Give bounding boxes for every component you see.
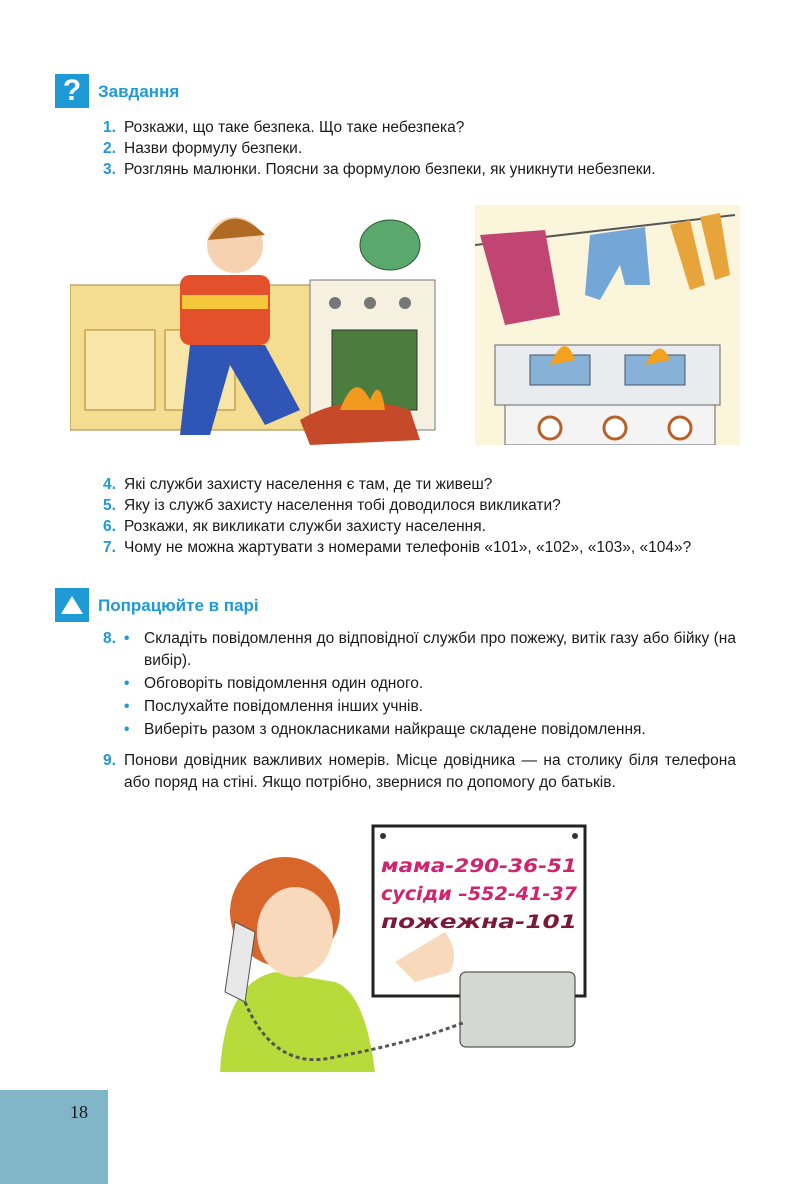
stove-drying-clothes-illustration — [475, 205, 740, 445]
note-line: пожежна-101 — [381, 911, 577, 933]
item-text: Понови довідник важливих номерів. Місце довідника — на столику біля телефона або поряд на стіні. Якщо потрібно, звернися по допомогу до батьків. — [124, 752, 736, 791]
bullet-text: Послухайте повідомлення інших учнів. — [144, 698, 424, 715]
bullet-text: Обговоріть повідомлення один одного. — [144, 675, 424, 692]
note-line: сусіди –552-41-37 — [381, 883, 578, 905]
task-item — [103, 474, 736, 496]
task-item — [103, 537, 736, 559]
page-number: 18 — [70, 1102, 88, 1122]
task-item — [103, 495, 736, 517]
task-item — [103, 138, 736, 160]
task-item — [103, 750, 736, 794]
kitchen-fire-illustration — [70, 200, 440, 450]
task-item — [103, 117, 736, 139]
item-number: 9. — [103, 752, 116, 769]
item-number: 8. — [103, 630, 116, 647]
item-number: 2. — [103, 140, 116, 157]
item-text: Розкажи, що таке безпека. Що таке небезпека? — [124, 119, 465, 136]
bullet-item: • Складіть повідомлення до відповідної служби про пожежу, витік газу або бійку (на вибір). — [124, 628, 736, 672]
page-number-box — [0, 1090, 108, 1184]
triangle-icon — [55, 588, 89, 622]
item-number: 5. — [103, 497, 116, 514]
item-text: Розкажи, як викликати служби захисту населення. — [124, 518, 486, 535]
item-text: Назви формулу безпеки. — [124, 140, 303, 157]
item-number: 1. — [103, 119, 116, 136]
item-text: Чому не можна жартувати з номерами телефонів «101», «102», «103», «104»? — [124, 539, 692, 556]
section-heading-tasks: Завдання — [98, 82, 180, 101]
item-number: 7. — [103, 539, 116, 556]
task-item — [103, 159, 736, 181]
item-text: Які служби захисту населення є там, де ти живеш? — [124, 476, 493, 493]
item-number: 6. — [103, 518, 116, 535]
section-heading-pair-work: Попрацюйте в парі — [98, 596, 259, 615]
item-text: Яку із служб захисту населення тобі доводилося викликати? — [124, 497, 561, 514]
item-number: 4. — [103, 476, 116, 493]
girl-phone-illustration — [215, 822, 595, 1077]
task-item — [103, 516, 736, 538]
question-icon: ? — [55, 74, 89, 108]
bullet-item: • Виберіть разом з однокласниками найкраще складене повідомлення. — [124, 719, 736, 741]
bullet-text: Складіть повідомлення до відповідної служби про пожежу, витік газу або бійку (на вибір). — [144, 630, 736, 669]
bullet-item: • Послухайте повідомлення інших учнів. — [124, 696, 736, 718]
bullet-text: Виберіть разом з однокласниками найкраще складене повідомлення. — [144, 721, 646, 738]
item-text: Розглянь малюнки. Поясни за формулою безпеки, як уникнути небезпеки. — [124, 161, 656, 178]
item-number: 3. — [103, 161, 116, 178]
note-line: мама-290-36-51 — [381, 855, 577, 877]
bullet-item: • Обговоріть повідомлення один одного. — [124, 673, 736, 695]
task-item — [103, 628, 736, 741]
